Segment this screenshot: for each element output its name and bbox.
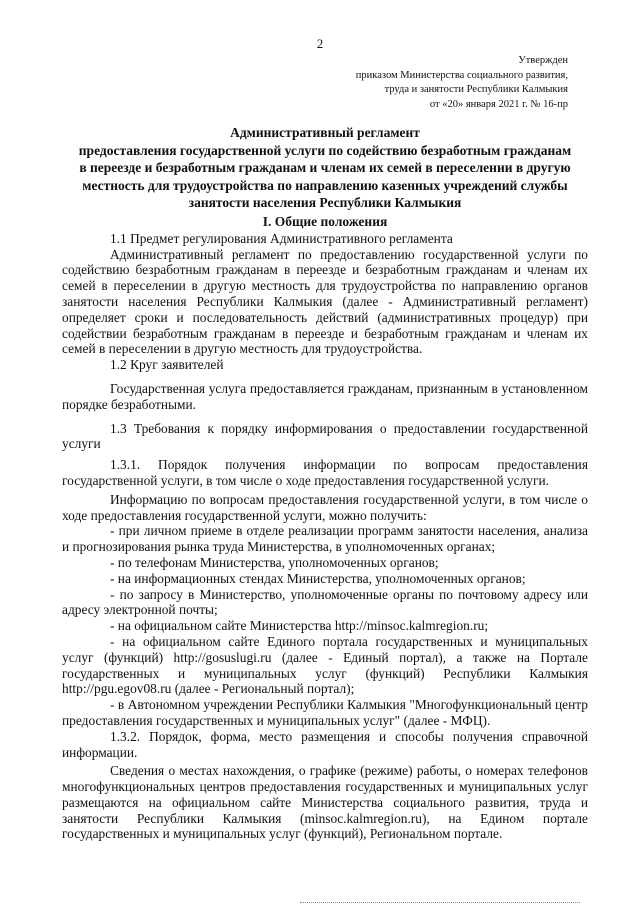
section-heading: I. Общие положения <box>262 214 388 229</box>
title-line: Административный регламент <box>230 125 420 140</box>
paragraph: Информацию по вопросам предоставления государственной услуги, в том числе о ходе предоставления государственной услуги, можно получить: <box>62 491 588 523</box>
subsection-heading: 1.3 Требования к порядку информирования о предоставлении государственной услуги <box>62 420 588 452</box>
approval-stamp <box>356 54 568 112</box>
list-item: - на официальном сайте Единого портала государственных и муниципальных услуг (функций) http://gosuslugi.ru (далее - Единый портал), а также на Портале государственных и муниципальных услуг (функций) Республики Калмыкия http://pgu.egov08.ru (далее - Региональный портал); <box>62 633 588 697</box>
paragraph: Государственная услуга предоставляется гражданам, признанным в установленном порядке безработными. <box>62 380 588 412</box>
list-item: - на официальном сайте Министерства http://minsoc.kalmregion.ru; <box>110 618 489 634</box>
list-item: - при личном приеме в отделе реализации программ занятости населения, анализа и прогнозирования рынка труда Министерства, в уполномоченных органах; <box>62 523 588 555</box>
list-item: - по запросу в Министерство, уполномоченные органы по почтовому адресу или адресу электронной почты; <box>62 586 588 618</box>
approval-line: труда и занятости Республики Калмыкия <box>384 84 568 95</box>
approval-line: Утвержден <box>518 55 568 66</box>
subsection-heading: 1.2 Круг заявителей <box>110 357 224 373</box>
paragraph: Сведения о местах нахождения, о графике (режиме) работы, о номерах телефонов многофункциональных центров предоставления государственных и муниципальных услуг размещаются на официальном сайте Министерства социального развития, труда и занятости Республики Калмыкия (minsoc.kalmregion.ru), на Едином портале государственных и муниципальных услуг (функций), Региональном портале. <box>62 763 588 842</box>
title-line: предоставления государственной услуги по содействию безработным гражданам <box>78 142 572 158</box>
page-number: 2 <box>316 36 324 51</box>
approval-line: от «20» января 2021 г. № 16-пр <box>429 98 568 110</box>
title-line: местность для трудоустройства по направлению казенных учреждений службы <box>82 177 568 193</box>
document-title <box>62 124 588 212</box>
approval-line: приказом Министерства социального развития, <box>355 69 568 81</box>
document-body <box>62 211 588 842</box>
list-item: - в Автономном учреждении Республики Калмыкия "Многофункциональный центр предоставления государственных и муниципальных услуг" (далее - МФЦ). <box>62 697 588 728</box>
paragraph: Административный регламент по предоставлению государственной услуги по содействию безработным гражданам в переезде и безработным гражданам и членам их семей в переселении в другую местность для трудоустройства по направлению органов занятости населения Республики Калмыкия (далее - Административный регламент) определяет сроки и последовательность действий (административных процедур) при содействии безработным гражданам в переезде и безработным гражданам и членам их семей в переселении в другую местность для трудоустройства. <box>62 246 588 357</box>
paragraph: 1.3.2. Порядок, форма, место размещения и способы получения справочной информации. <box>62 728 588 760</box>
list-item: - на информационных стендах Министерства, уполномоченных органов; <box>110 570 526 586</box>
footer-divider <box>300 902 580 903</box>
paragraph: 1.3.1. Порядок получения информации по вопросам предоставления государственной услуги, в том числе о ходе предоставления государственной услуги. <box>62 457 588 488</box>
list-item: - по телефонам Министерства, уполномоченных органов; <box>110 554 439 570</box>
subsection-heading: 1.1 Предмет регулирования Административного регламента <box>110 230 453 246</box>
title-line: в переезде и безработным гражданам и членам их семей в переселении в другую <box>79 160 571 175</box>
title-line: занятости населения Республики Калмыкия <box>188 195 462 210</box>
